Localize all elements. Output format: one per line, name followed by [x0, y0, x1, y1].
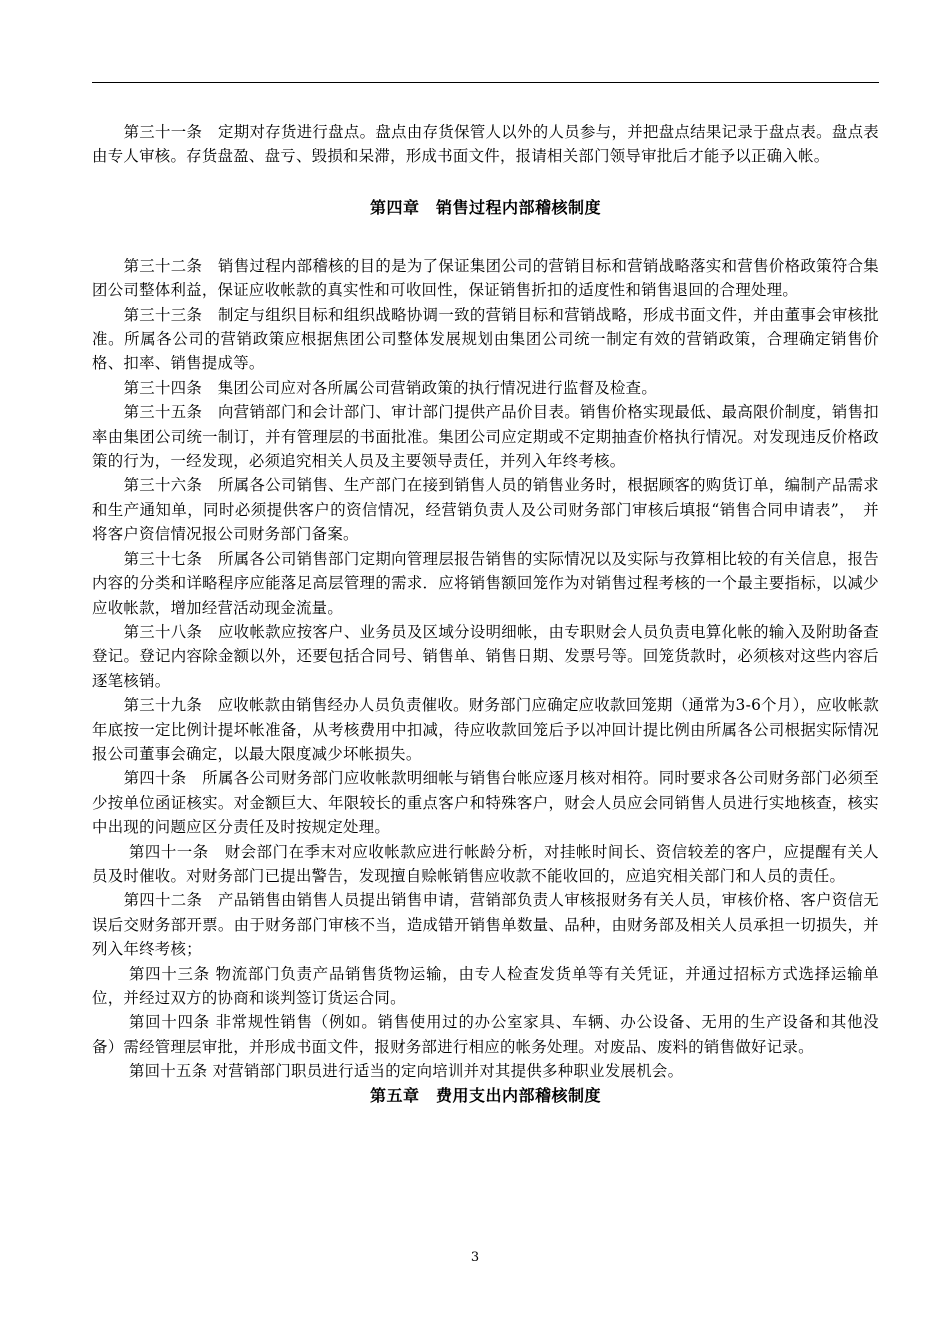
article-33: 第三十三条 制定与组织目标和组织战略协调一致的营销目标和营销战略，形成书面文件，并由董事会审核批准。所属各公司的营销政策应根据焦团公司整体发展规划由集团公司统一制定有效的营销政策，合理确定销售价格、扣率、销售提成等。	[92, 305, 879, 373]
article-44: 第回十四条 非常规性销售（例如。销售使用过的办公室家具、车辆、办公设备、无用的生产设备和其他没备）需经管理层审批，并形成书面文件，报财务部进行相应的帐务处理。对废品、废料的销售做好记录。	[92, 1013, 879, 1056]
article-37: 第三十七条 所属各公司销售部门定期向管理层报告销售的实际情况以及实际与孜算相比较的有关信息，报告内容的分类和详略程序应能落足高层管理的需求．应将销售额回笼作为对销售过程考核的一个最主要指标，以减少应收帐款，增加经营活动现金流量。	[92, 549, 879, 617]
article-45: 第回十五条 对营销部门职员进行适当的定向培训并对其提供多种职业发展机会。	[128, 1062, 684, 1081]
chapter-5-heading: 第五章 费用支出内部稽核制度	[369, 1085, 601, 1105]
page-number: 3	[470, 1250, 480, 1265]
article-43: 第四十三条 物流部门负责产品销售货物运输，由专人检查发货单等有关凭证，并通过招标方式选择运输单位，并经过双方的协商和谈判签订货运合同。	[92, 964, 879, 1007]
article-31: 第三十一条 定期对存货进行盘点。盘点由存货保管人以外的人员参与，并把盘点结果记录于盘点表。盘点表由专人审核。存货盘盈、盘亏、毁损和呆滞，形成书面文件，报请相关部门领导审批后才能予以正确入帐。	[92, 123, 879, 166]
article-41: 第四十一条 财会部门在季末对应收帐款应进行帐龄分析，对挂帐时间长、资信较差的客户，应提醒有关人员及时催收。对财务部门已提出警告，发现擅自赊帐销售应收款不能收回的，应追究相关部门和人员的责任。	[92, 842, 879, 885]
article-42: 第四十二条 产品销售由销售人员提出销售申请，营销部负责人审核报财务有关人员，审核价格、客户资信无误后交财务部开票。由于财务部门审核不当，造成错开销售单数量、品种，由财务部及相关人员承担一切损失，并列入年终考核；	[92, 891, 879, 959]
document-body	[92, 120, 879, 1108]
article-32: 第三十二条 销售过程内部稽核的目的是为了保证集团公司的营销目标和营销战略落实和营售价格政策符合集团公司整体利益，保证应收帐款的真实性和可收回性，保证销售折扣的适度性和销售退回的合理处理。	[92, 256, 879, 300]
article-36: 第三十六条 所属各公司销售、生产部门在接到销售人员的销售业务时，根据顾客的购货订单，编制产品需求和生产通知单，同时必须提供客户的资信情况，经营销负责人及公司财务部门审核后填报“销售合同申请表”， 并将客户资信情况报公司财务部门备案。	[92, 476, 879, 544]
article-39: 第三十九条 应收帐款由销售经办人员负责催收。财务部门应确定应收款回笼期（通常为3-6个月），应收帐款年底按一定比例计提坏帐准备，从考核费用中扣减，待应收款回笼后予以冲回计提比例由所属各公司根据实际情况报公司董事会确定，以最大限度减少坏帐损失。	[92, 696, 880, 763]
chapter-4-heading: 第四章 销售过程内部稽核制度	[369, 197, 601, 217]
article-35: 第三十五条 向营销部门和会计部门、审计部门提供产品价目表。销售价格实现最低、最高限价制度，销售扣率由集团公司统一制订，并有管理层的书面批准。集团公司应定期或不定期抽查价格执行情况。对发现违反价格政策的行为，一经发现，必须追究相关人员及主要领导责任，并列入年终考核。	[92, 403, 879, 471]
article-38: 第三十八条 应收帐款应按客户、业务员及区域分设明细帐，由专职财会人员负责电算化帐的输入及附助备查登记。登记内容除金额以外，还要包括合同号、销售单、销售日期、发票号等。回笼货款时，必须核对这些内容后逐笔核销。	[92, 622, 879, 690]
article-34: 第三十四条 集团公司应对各所属公司营销政策的执行情况进行监督及检查。	[123, 378, 658, 397]
header-rule	[92, 82, 879, 83]
article-40: 第四十条 所属各公司财务部门应收帐款明细帐与销售台帐应逐月核对相符。同时要求各公司财务部门必须至少按单位函证核实。对金额巨大、年限较长的重点客户和特殊客户，财会人员应会同销售人员进行实地核查，核实中出现的问题应区分责任及时按规定处理。	[92, 769, 879, 837]
